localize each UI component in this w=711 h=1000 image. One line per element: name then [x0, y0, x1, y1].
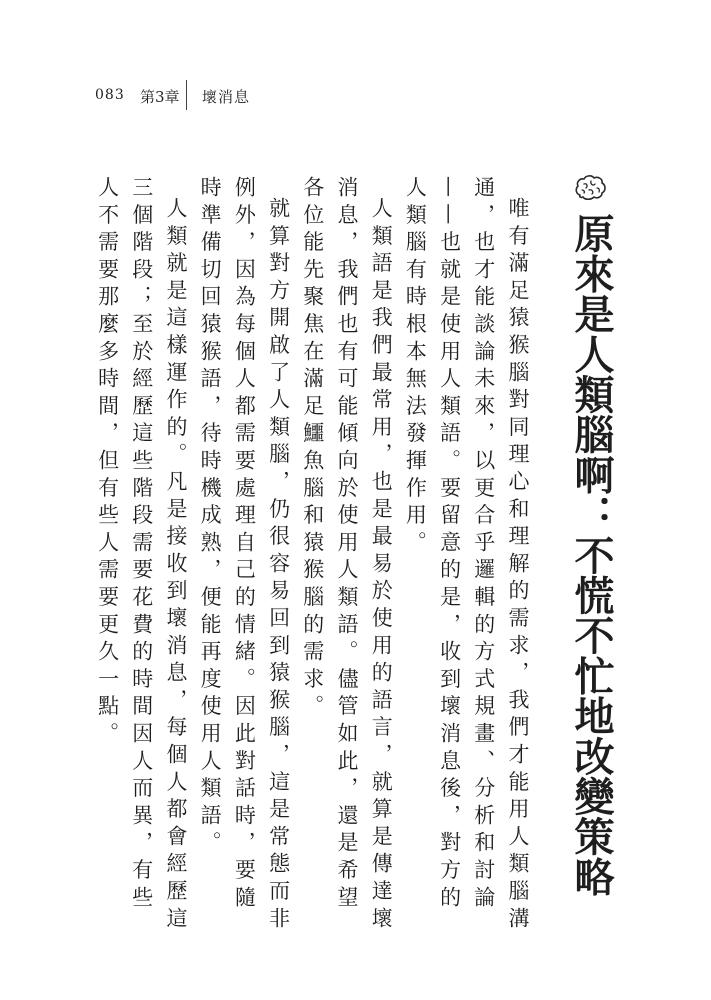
paragraph-2: 人類語是我們最常用，也是最易於使用的語言，就算是傳達壞消息，我們也有可能傾向於使用人類語。儘管如此，還是希望各位能先聚焦在滿足鱷魚腦和猿猴腦的需求。 — [300, 176, 394, 935]
paragraph-4: 人類就是這樣運作的。凡是接收到壞消息，每個人都會經歷這三個階段；至於經歷這些階段需要花費的時間因人而異，有些人不需要那麼多時間，但有些人需要更久一點。 — [95, 176, 188, 935]
chapter-label: 第3章 — [140, 88, 180, 106]
header-divider — [186, 80, 187, 110]
paragraph-1: 唯有滿足猿猴腦對同理心和理解的需求，我們才能用人類腦溝通，也才能談論未來，以更合乎邏輯的方式規畫、分析和討論——也就是使用人類語。要留意的是，收到壞消息後，對方的人類腦有時根本無法發揮作用。 — [403, 176, 530, 935]
page-title: 原來是人類腦啊：不慌不忙地改變策略 — [568, 213, 614, 897]
running-header — [0, 80, 711, 120]
title-block — [561, 165, 621, 897]
section-title: 壞消息 — [202, 88, 251, 106]
page-number: 083 — [95, 87, 125, 103]
paragraph-3: 就算對方開啟了人類腦，仍很容易回到猿猴腦，這是常態而非例外，因為每個人都需要處理自己的情緒。因此對話時，要隨時準備切回猿猴語，待時機成熟，便能再度使用人類語。 — [198, 176, 291, 935]
body-text — [95, 176, 535, 936]
brain-icon — [573, 173, 609, 203]
